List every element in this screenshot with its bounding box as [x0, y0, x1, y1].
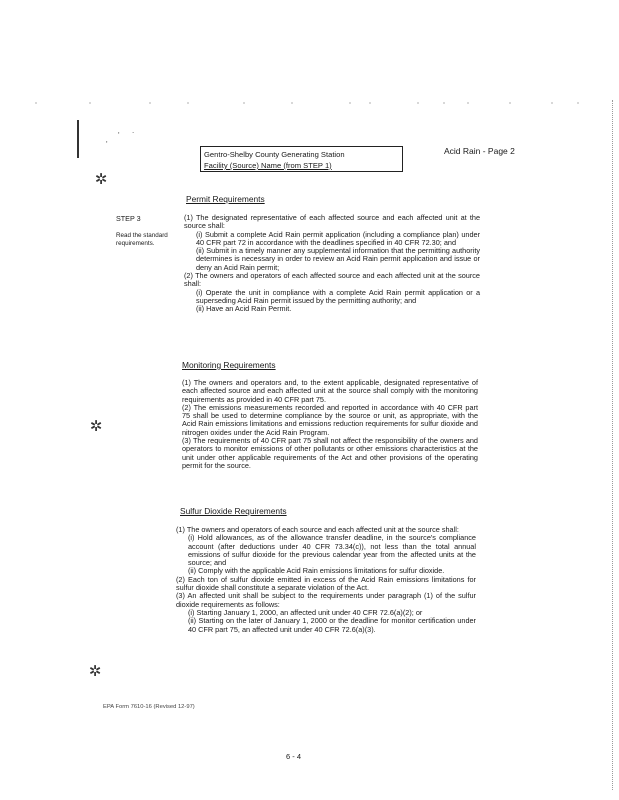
facility-name-label: Facility (Source) Name (from STEP 1): [204, 161, 332, 170]
monitoring-para-3: (3) The requirements of 40 CFR part 75 shall not affect the responsibility of the owners and operators to monitor emissions of other pollutants or other emissions characteristics at the unit under other applicable requirements of the Act and other provisions of the operating permit for the source.: [182, 436, 478, 470]
scan-mark: .: [132, 126, 135, 135]
monitoring-para-1: (1) The owners and operators and, to the extent applicable, designated representative of each affected source and each affected unit at the source shall comply with the monitoring requirements as provided in 40 CFR part 75.: [182, 378, 478, 404]
right-margin-line: [612, 100, 614, 790]
sulfur-para-1: (1) The owners and operators of each source and each affected unit at the source shall:: [176, 525, 459, 534]
punch-hole-icon: ✲: [88, 663, 102, 680]
punch-hole-icon: ✲: [89, 418, 103, 435]
monitoring-requirements-heading: Monitoring Requirements: [182, 360, 276, 370]
monitoring-requirements-text: [182, 379, 478, 470]
left-margin-bar: [77, 120, 79, 158]
permit-para-2-ii: (ii) Have an Acid Rain Permit.: [196, 304, 292, 314]
sulfur-para-3-i: (i) Starting January 1, 2000, an affected unit under 40 CFR 72.6(a)(2); or: [188, 607, 423, 617]
permit-para-2-i: (i) Operate the unit in compliance with a complete Acid Rain permit application or a superseding Acid Rain permit issued by the permitting authority; and: [196, 287, 480, 305]
scan-mark: ': [106, 140, 108, 149]
permit-para-1-i: (i) Submit a complete Acid Rain permit application (including a compliance plan) under 40 CFR part 72 in accordance with the deadlines specified in 40 CFR 72.30; and: [196, 229, 480, 247]
scan-mark: ': [118, 131, 120, 140]
permit-para-1-ii: (ii) Submit in a timely manner any supplemental information that the permitting authority determines is necessary in order to review an Acid Rain permit application and issue or deny an Acid Rain permit;: [196, 246, 480, 272]
page-header: Acid Rain - Page 2: [444, 146, 515, 156]
page-number: 6 - 4: [286, 752, 302, 761]
sulfur-dioxide-heading: Sulfur Dioxide Requirements: [180, 506, 287, 516]
scan-noise: [30, 92, 590, 96]
sulfur-para-2: (2) Each ton of sulfur dioxide emitted in excess of the Acid Rain emissions limitations for sulfur dioxide shall constitute a separate violation of the Act.: [176, 574, 476, 593]
sulfur-para-1-i: (i) Hold allowances, as of the allowance transfer deadline, in the source's compliance account (after deductions under 40 CFR 73.34(c)), not less than the total annual emissions of sulfur dioxide for the previous calendar year from the affected units at the source; and: [188, 533, 476, 568]
permit-requirements-heading: Permit Requirements: [186, 194, 265, 204]
punch-hole-icon: ✲: [94, 171, 108, 188]
sulfur-para-3-ii: (ii) Starting on the later of January 1, 2000 or the deadline for monitor certification under 40 CFR part 75, an affected unit under 40 CFR 72.6(a)(3).: [188, 616, 476, 634]
facility-name: Gentro-Shelby County Generating Station: [204, 150, 345, 159]
form-id: EPA Form 7610-16 (Revised 12-97): [103, 704, 195, 710]
permit-requirements-text: [184, 214, 480, 314]
permit-para-1: (1) The designated representative of each affected source and each affected unit at the source shall:: [184, 213, 480, 231]
sulfur-para-3: (3) An affected unit shall be subject to the requirements under paragraph (1) of the sulfur dioxide requirements as follows:: [176, 591, 476, 609]
step-label: STEP 3: [116, 214, 141, 223]
monitoring-para-2: (2) The emissions measurements recorded and reported in accordance with 40 CFR part 75 shall be used to determine compliance by the source or unit, as appropriate, with the Acid Rain emissions limitations and emissions reduction requirements for sulfur dioxide and nitrogen oxides under the Acid Rain Program.: [182, 402, 478, 437]
facility-name-box: [200, 146, 403, 172]
step-note: Read the standard requirements.: [116, 232, 168, 247]
sulfur-dioxide-text: [176, 526, 476, 634]
sulfur-para-1-ii: (ii) Comply with the applicable Acid Rain emissions limitations for sulfur dioxide.: [188, 566, 445, 576]
permit-para-2: (2) The owners and operators of each affected source and each affected unit at the source shall:: [184, 271, 480, 289]
